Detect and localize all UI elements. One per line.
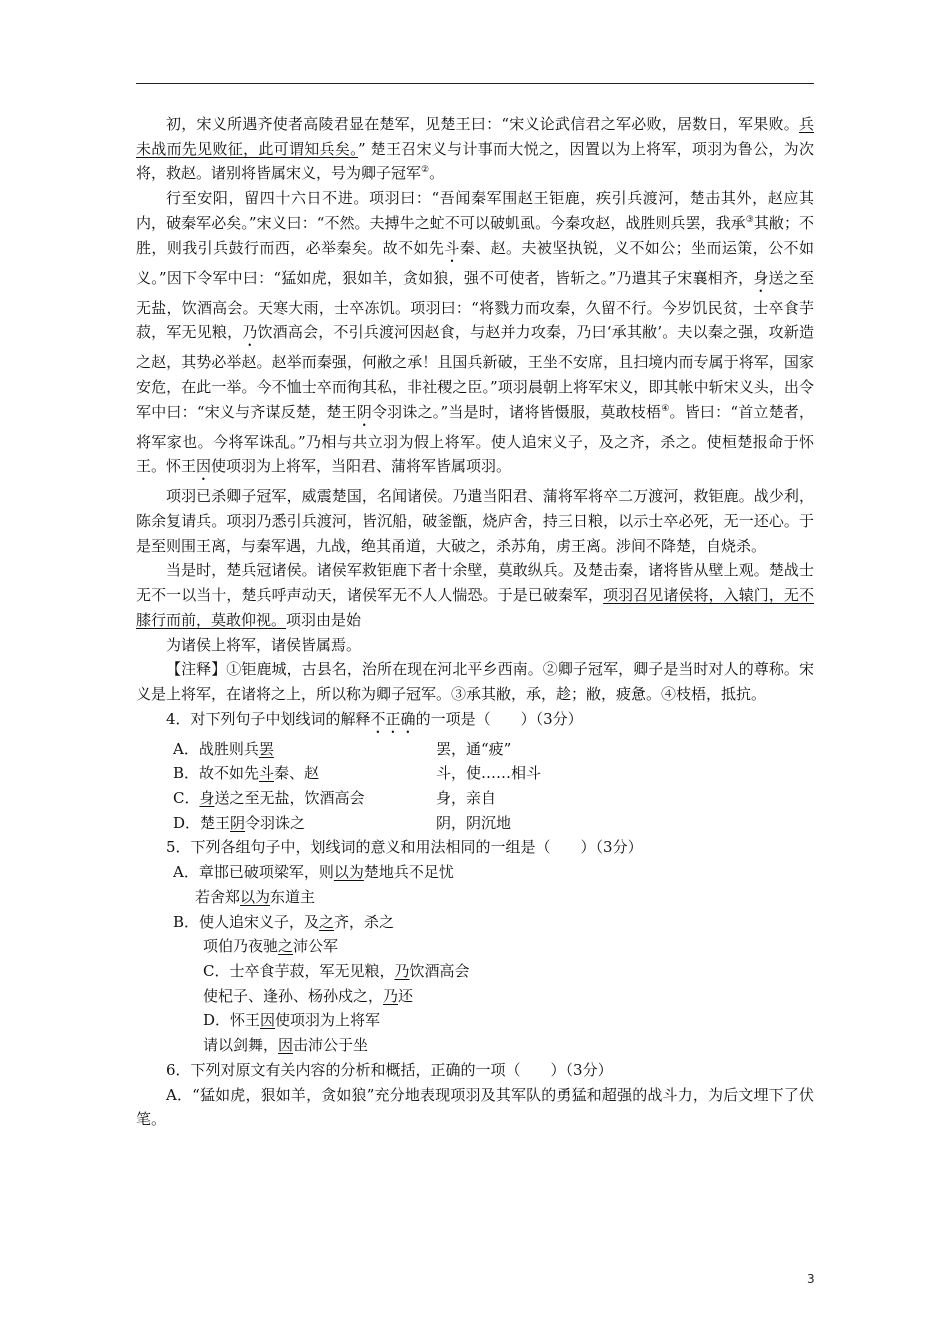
question-5-option-c-line1 (136, 959, 814, 984)
footnote-mark: ③ (745, 214, 754, 225)
question-5-option-a-line2 (136, 885, 814, 910)
question-5-option-b-line1 (136, 910, 814, 935)
underlined-word: 斗 (259, 764, 275, 783)
text: 饮酒高会 (409, 961, 470, 980)
text: 击沛公于坐 (293, 1036, 369, 1055)
text: 东道主 (270, 887, 316, 906)
underlined-sentence: 兵未战而先见败征，此可谓知兵矣。 (136, 115, 814, 158)
text: 令羽诛之。”当是时，诸将皆慑服，莫敢枝梧 (371, 402, 662, 421)
text: ” 楚王召宋义与计事而大悦之，因置以为上将军，项羽为鲁公，为次将，救赵。诸别将皆属宋义，号为卿子冠军 (136, 139, 814, 183)
underlined-word: 乃 (394, 961, 410, 980)
option-gloss: 身，亲自 (436, 789, 497, 808)
question-5-stem: 5．下列各组句子中，划线词的意义和用法相同的一组是（ ）（3分） (166, 838, 643, 857)
text: C． (173, 789, 200, 808)
text: D．怀王 (203, 1011, 261, 1030)
text: B．故不如先 (173, 764, 260, 783)
paragraph-1 (136, 112, 814, 186)
underlined-word: 罢 (258, 739, 274, 758)
text: 项羽由是始 (286, 610, 362, 629)
text: A．战胜则兵 (173, 739, 259, 758)
underlined-word: 乃 (383, 986, 399, 1005)
text: 令羽诛之 (245, 813, 306, 832)
text: 请以剑舞， (203, 1036, 279, 1055)
underlined-sentence: 项羽召见诸侯将，入辕门，无不膝行而前，莫敢仰视。 (136, 586, 814, 629)
paragraph-5: 为诸侯上将军，诸侯皆属焉。 (166, 635, 362, 654)
text: 还 (398, 986, 414, 1005)
annotation-label: 【注释】 (166, 660, 227, 679)
annotation (136, 657, 814, 706)
text: 项伯乃夜驰 (203, 937, 279, 956)
paragraph-3: 项羽已杀卿子冠军，威震楚国，名闻诸侯。乃遣当阳君、蒲将军将卒二万渡河，救钜鹿。战少利，陈余复请兵。项羽乃悉引兵渡河，皆沉船，破釜甑，烧庐舍，持三日粮，以示士卒必死，无一还心。于是至则围王离，与秦军遇，九战，绝其甬道，大破之，杀苏角，虏王离。涉间不降楚，自烧杀。 (136, 487, 814, 555)
option-gloss: 罢，通“疲” (436, 739, 512, 758)
underlined-word: 之 (278, 937, 294, 956)
text: 使杞子、逢孙、杨孙戍之， (203, 986, 384, 1005)
text: C．士卒食芋菽，军无见粮， (203, 961, 395, 980)
question-4-option-c (136, 786, 814, 811)
question-5-option-d-line2 (136, 1033, 814, 1058)
paragraph-4 (136, 558, 814, 632)
text: B．使人追宋义子，及 (173, 912, 320, 931)
question-4-option-b (136, 761, 814, 786)
text: 。皆曰：“首立楚者，将军家也。今将军诛乱。”乃相与共立羽为假上将军。使人追宋义子，及之齐，杀之。使桓楚报命于怀王。怀王 (136, 402, 815, 476)
text: 齐，杀之 (334, 912, 395, 931)
header-rule (136, 83, 814, 84)
dotted-word: 阴 (356, 402, 372, 421)
underlined-word: 因 (260, 1011, 276, 1030)
page-number: 3 (807, 1272, 815, 1286)
option-gloss: 阴，阴沉地 (436, 813, 512, 832)
question-6-option-a: A．“猛如虎，狠如羊，贪如狼”充分地表现项羽及其军队的勇猛和超强的战斗力，为后文埋下了伏笔。 (136, 1085, 814, 1129)
text: 饮酒高会，不引兵渡河因赵食，与赵并力攻秦，乃曰‘承其敝’。夫以秦之强，攻新造之赵，其势必举赵。赵举而秦强，何敝之承！且国兵新破，王坐不安席，且扫境内而专属于将军，国家安危，在此一举。今不恤士卒而徇其私，非社稷之臣。”项羽晨朝上将军宋义，即其帐中斩宋义头，出令军中曰：“宋义与齐谋反楚，楚王 (136, 323, 814, 421)
underlined-word: 身 (199, 789, 215, 808)
underlined-word: 因 (278, 1036, 294, 1055)
footnote-mark: ② (421, 165, 430, 176)
text: 使项羽为上将军，当阳君、蒲将军皆属项羽。 (211, 457, 512, 476)
text: A．章邯已破项梁军，则 (173, 863, 334, 882)
annotation-text: ①钜鹿城，古县名，治所在现在河北平乡西南。②卿子冠军，卿子是当时对人的尊称。宋义是上将军，在诸将之上，所以称为卿子冠军。③承其敝，承，趁；敝，疲惫。④枝梧，抵抗。 (136, 660, 814, 703)
text: 送之至无盐，饮酒高会。天寒大雨，士卒冻饥。项羽曰：“将戮力而攻秦，久留不行。今岁饥民贫，士卒食芋菽，军无见粮， (136, 268, 814, 342)
text: 沛公军 (293, 937, 339, 956)
question-6-stem: 6．下列对原文有关内容的分析和概括，正确的一项（ ）（3分） (166, 1060, 613, 1079)
text: 送之至无盐，饮酒高会 (214, 789, 365, 808)
question-4-option-d (136, 811, 814, 836)
footnote-mark: ④ (661, 403, 670, 414)
question-5-option-d-line1 (136, 1008, 814, 1033)
text: D．楚王 (173, 813, 231, 832)
text: 当是时，楚兵冠诸侯。诸侯军救钜鹿下者十余壁，莫敢纵兵。及楚击秦，诸将皆从壁上观。楚战士无不一以当十，楚兵呼声动天，诸侯军无不人人惴恐。于是已破秦军， (136, 561, 814, 605)
page-body (136, 112, 814, 1132)
underlined-word: 以为 (240, 887, 271, 906)
underlined-word: 之 (319, 912, 335, 931)
question-5-option-a-line1 (136, 860, 814, 885)
text: 行至安阳，留四十六日不进。项羽曰：“吾闻秦军围赵王钜鹿，疾引兵渡河，楚击其外，赵应其内，破秦军必矣。”宋义曰：“不然。夫搏牛之虻不可以破虮虱。今秦攻赵，战胜则兵罢，我承 (136, 189, 814, 232)
dotted-word: 因 (196, 457, 212, 476)
option-gloss: 斗，使……相斗 (436, 764, 542, 783)
question-4-stem (136, 707, 814, 737)
text: 楚地兵不足忧 (363, 863, 454, 882)
text: 使项羽为上将军 (275, 1011, 381, 1030)
text: 的一项是（ ）（3分） (415, 709, 583, 728)
dotted-word: 乃 (242, 323, 258, 342)
dotted-word: 不正确 (370, 709, 416, 728)
underlined-word: 阴 (230, 813, 246, 832)
question-4-option-a (136, 737, 814, 762)
text: 若舍郑 (195, 887, 241, 906)
question-5-option-c-line2 (136, 984, 814, 1009)
text: 其敝；不胜，则我引兵鼓行而西，必举秦矣。故不如先 (136, 213, 814, 257)
dotted-word: 斗 (444, 238, 460, 257)
underlined-word: 以为 (333, 863, 364, 882)
text: 初，宋义所遇齐使者高陵君显在楚军，见楚王曰：“宋义论武信君之军必败，居数日，军果败。 (166, 115, 799, 133)
paragraph-2 (136, 186, 814, 484)
question-5-option-b-line2 (136, 934, 814, 959)
dotted-word: 身 (753, 268, 769, 287)
text: 秦、赵。夫被坚执锐，义不如公；坐而运策，公不如义。”因下令军中曰：“猛如虎，狠如羊，贪如狼，强不可使者，皆斩之。”乃遣其子宋襄相齐， (136, 238, 814, 287)
text: 秦、赵 (274, 764, 320, 783)
text: 。 (429, 164, 445, 183)
text: 4．对下列句子中划线词的解释 (166, 709, 371, 728)
